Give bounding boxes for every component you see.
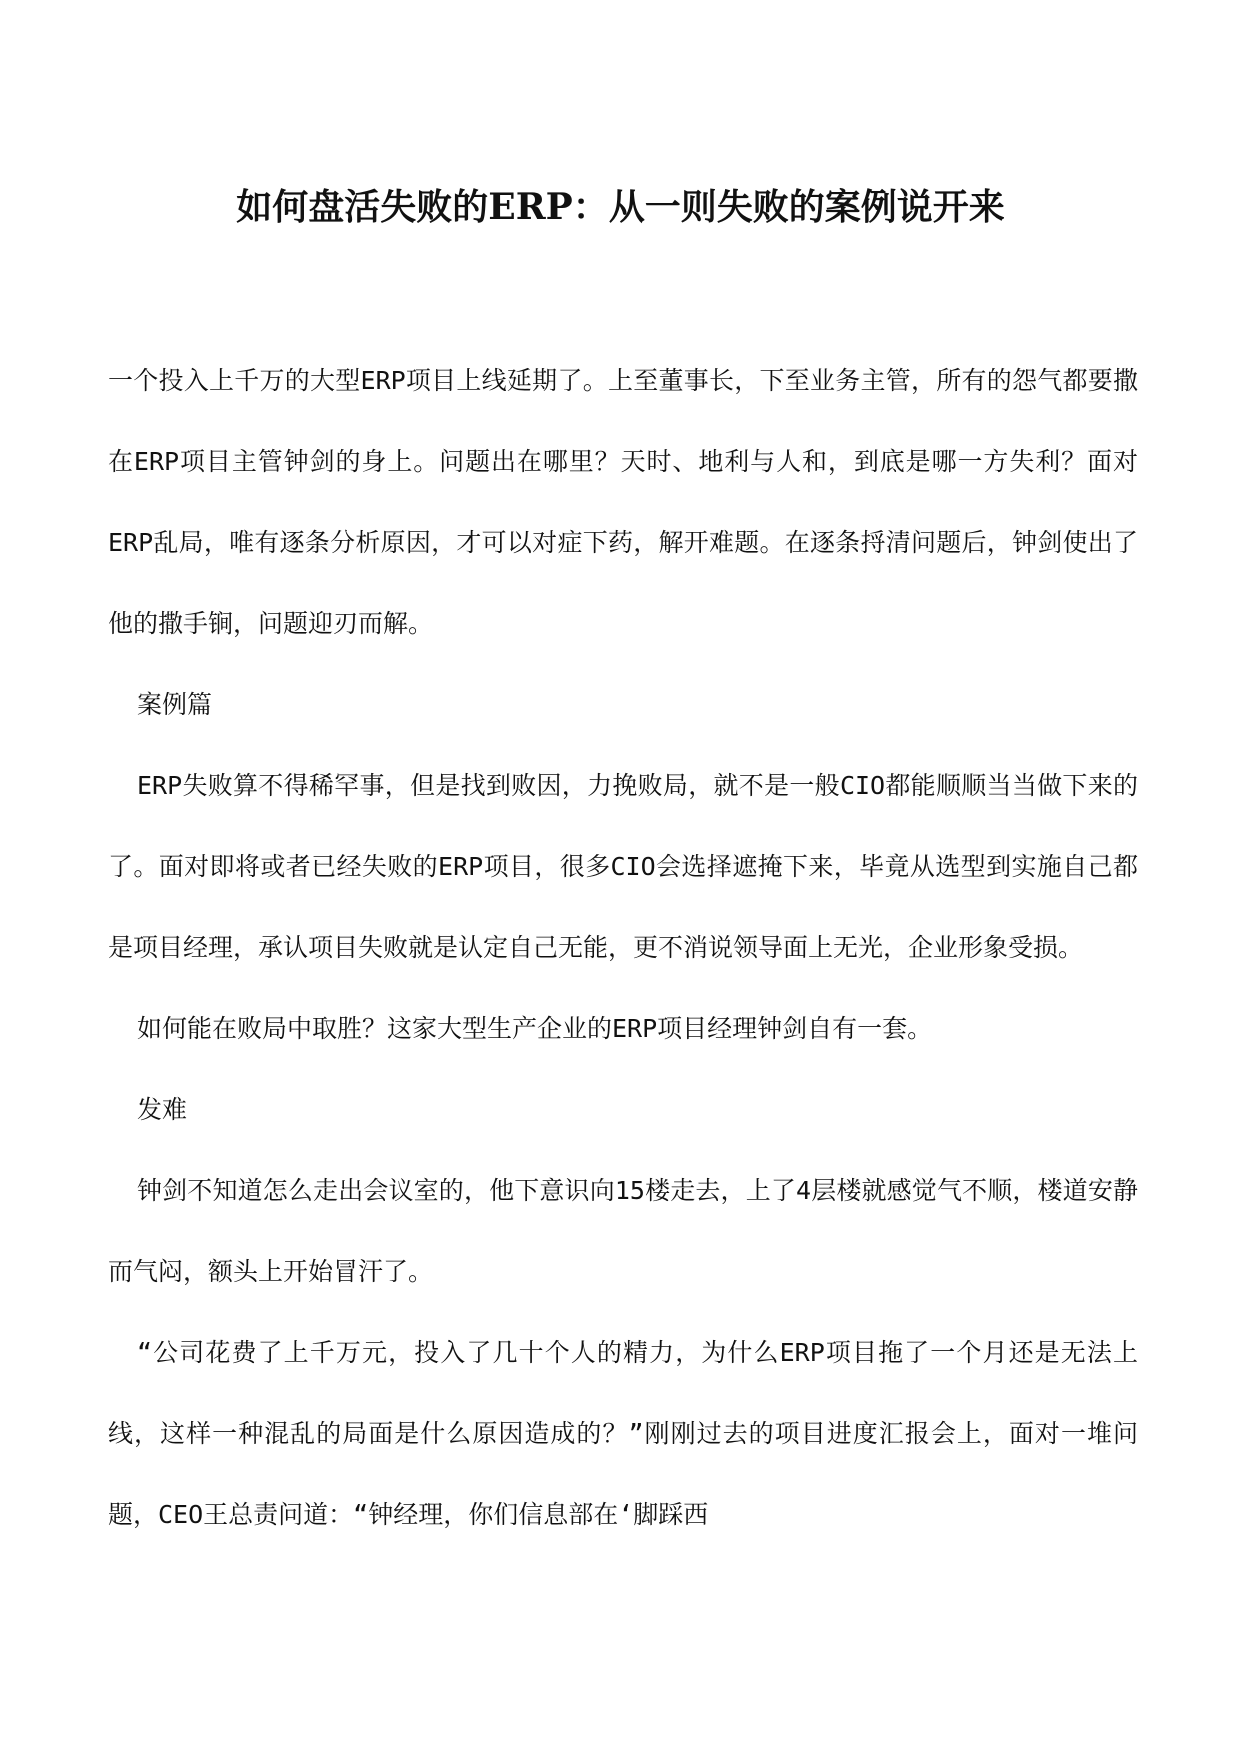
section-heading-case: 案例篇 (137, 690, 213, 719)
intro-paragraph: 一个投入上千万的大型ERP项目上线延期了。上至董事长，下至业务主管，所有的怨气都要撒在ERP项目主管钟剑的身上。问题出在哪里？天时、地利与人和，到底是哪一方失利？面对ERP乱局，唯有逐条分析原因，才可以对症下药，解开难题。在逐条捋清问题后，钟剑使出了他的撒手锏，问题迎刃而解。 (108, 366, 1138, 638)
story-paragraph: 钟剑不知道怎么走出会议室的，他下意识向15楼走去，上了4层楼就感觉气不顺，楼道安静而气闷，额头上开始冒汗了。 (108, 1176, 1138, 1286)
question-paragraph: 如何能在败局中取胜？这家大型生产企业的ERP项目经理钟剑自有一套。 (137, 1014, 933, 1043)
section-heading-challenge: 发难 (137, 1095, 188, 1124)
document-body (108, 340, 1138, 1555)
quote-paragraph: “公司花费了上千万元，投入了几十个人的精力，为什么ERP项目拖了一个月还是无法上线，这样一种混乱的局面是什么原因造成的？”刚刚过去的项目进度汇报会上，面对一堆问题，CEO王总责问道：“钟经理，你们信息部在‘脚踩西 (108, 1338, 1138, 1529)
document-title: 如何盘活失败的ERP：从一则失败的案例说开来 (236, 186, 1005, 229)
case-paragraph: ERP失败算不得稀罕事，但是找到败因，力挽败局，就不是一般CIO都能顺顺当当做下来的了。面对即将或者已经失败的ERP项目，很多CIO会选择遮掩下来，毕竟从选型到实施自己都是项目经理，承认项目失败就是认定自己无能，更不消说领导面上无光，企业形象受损。 (108, 771, 1138, 962)
